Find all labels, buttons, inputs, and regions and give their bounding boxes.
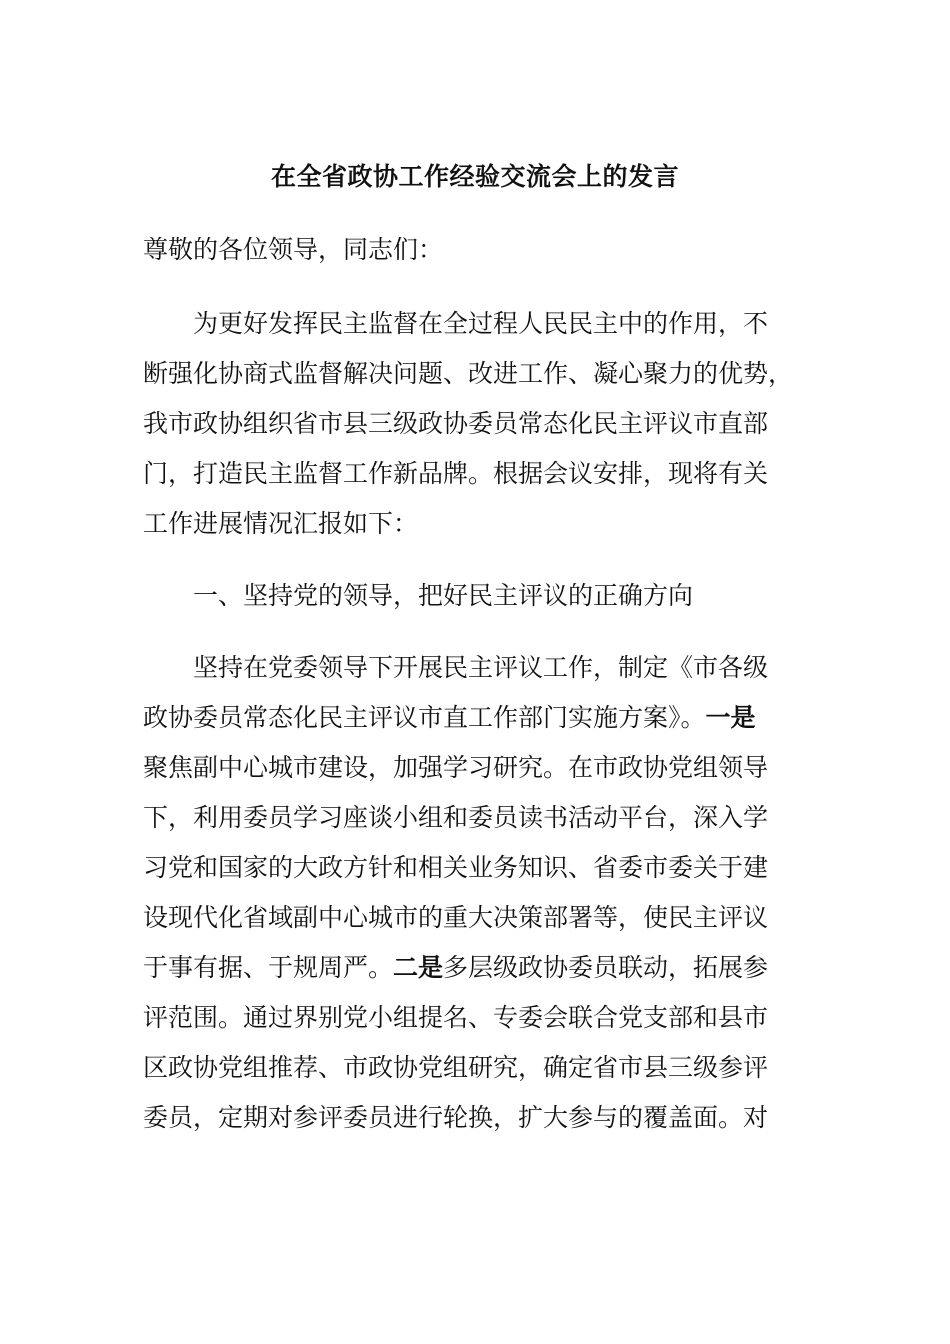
intro-line-2: 断强化协商式监督解决问题、改进工作、凝心聚力的优势， <box>143 359 794 388</box>
section-1-line-8: 评范围。通过界别党小组提名、专委会联合党支部和县市 <box>143 1003 769 1032</box>
salutation: 尊敬的各位领导，同志们： <box>143 235 444 264</box>
section-1-heading: 一、坚持党的领导，把好民主评议的正确方向 <box>193 581 694 610</box>
section-1-line-1: 坚持在党委领导下开展民主评议工作，制定《市各级 <box>193 653 769 682</box>
section-1-line-9: 区政协党组推荐、市政协党组研究，确定省市县三级参评 <box>143 1053 769 1082</box>
text-run: 于事有据、于规周严。 <box>143 953 394 982</box>
bold-marker-first: 一是 <box>705 703 756 732</box>
section-1-line-4: 下，利用委员学习座谈小组和委员读书活动平台，深入学 <box>143 803 769 832</box>
intro-line-4: 门，打造民主监督工作新品牌。根据会议安排，现将有关 <box>143 459 769 488</box>
text-run: 多层级政协委员联动，拓展参 <box>443 953 769 982</box>
section-1-line-2 <box>143 698 756 738</box>
intro-line-1: 为更好发挥民主监督在全过程人民民主中的作用，不 <box>193 309 769 338</box>
document-title: 在全省政协工作经验交流会上的发言 <box>270 162 679 191</box>
intro-line-5: 工作进展情况汇报如下： <box>143 509 419 538</box>
section-1-line-7 <box>143 948 768 988</box>
section-1-line-5: 习党和国家的大政方针和相关业务知识、省委市委关于建 <box>143 853 769 882</box>
section-1-line-10: 委员，定期对参评委员进行轮换，扩大参与的覆盖面。对 <box>143 1103 769 1132</box>
section-1-line-3: 聚焦副中心城市建设，加强学习研究。在市政协党组领导 <box>143 753 769 782</box>
intro-line-3: 我市政协组织省市县三级政协委员常态化民主评议市直部 <box>143 409 769 438</box>
section-1-line-6: 设现代化省域副中心城市的重大决策部署等，使民主评议 <box>143 903 769 932</box>
text-run: 政协委员常态化民主评议市直工作部门实施方案》。 <box>143 703 706 732</box>
bold-marker-second: 二是 <box>393 953 444 982</box>
